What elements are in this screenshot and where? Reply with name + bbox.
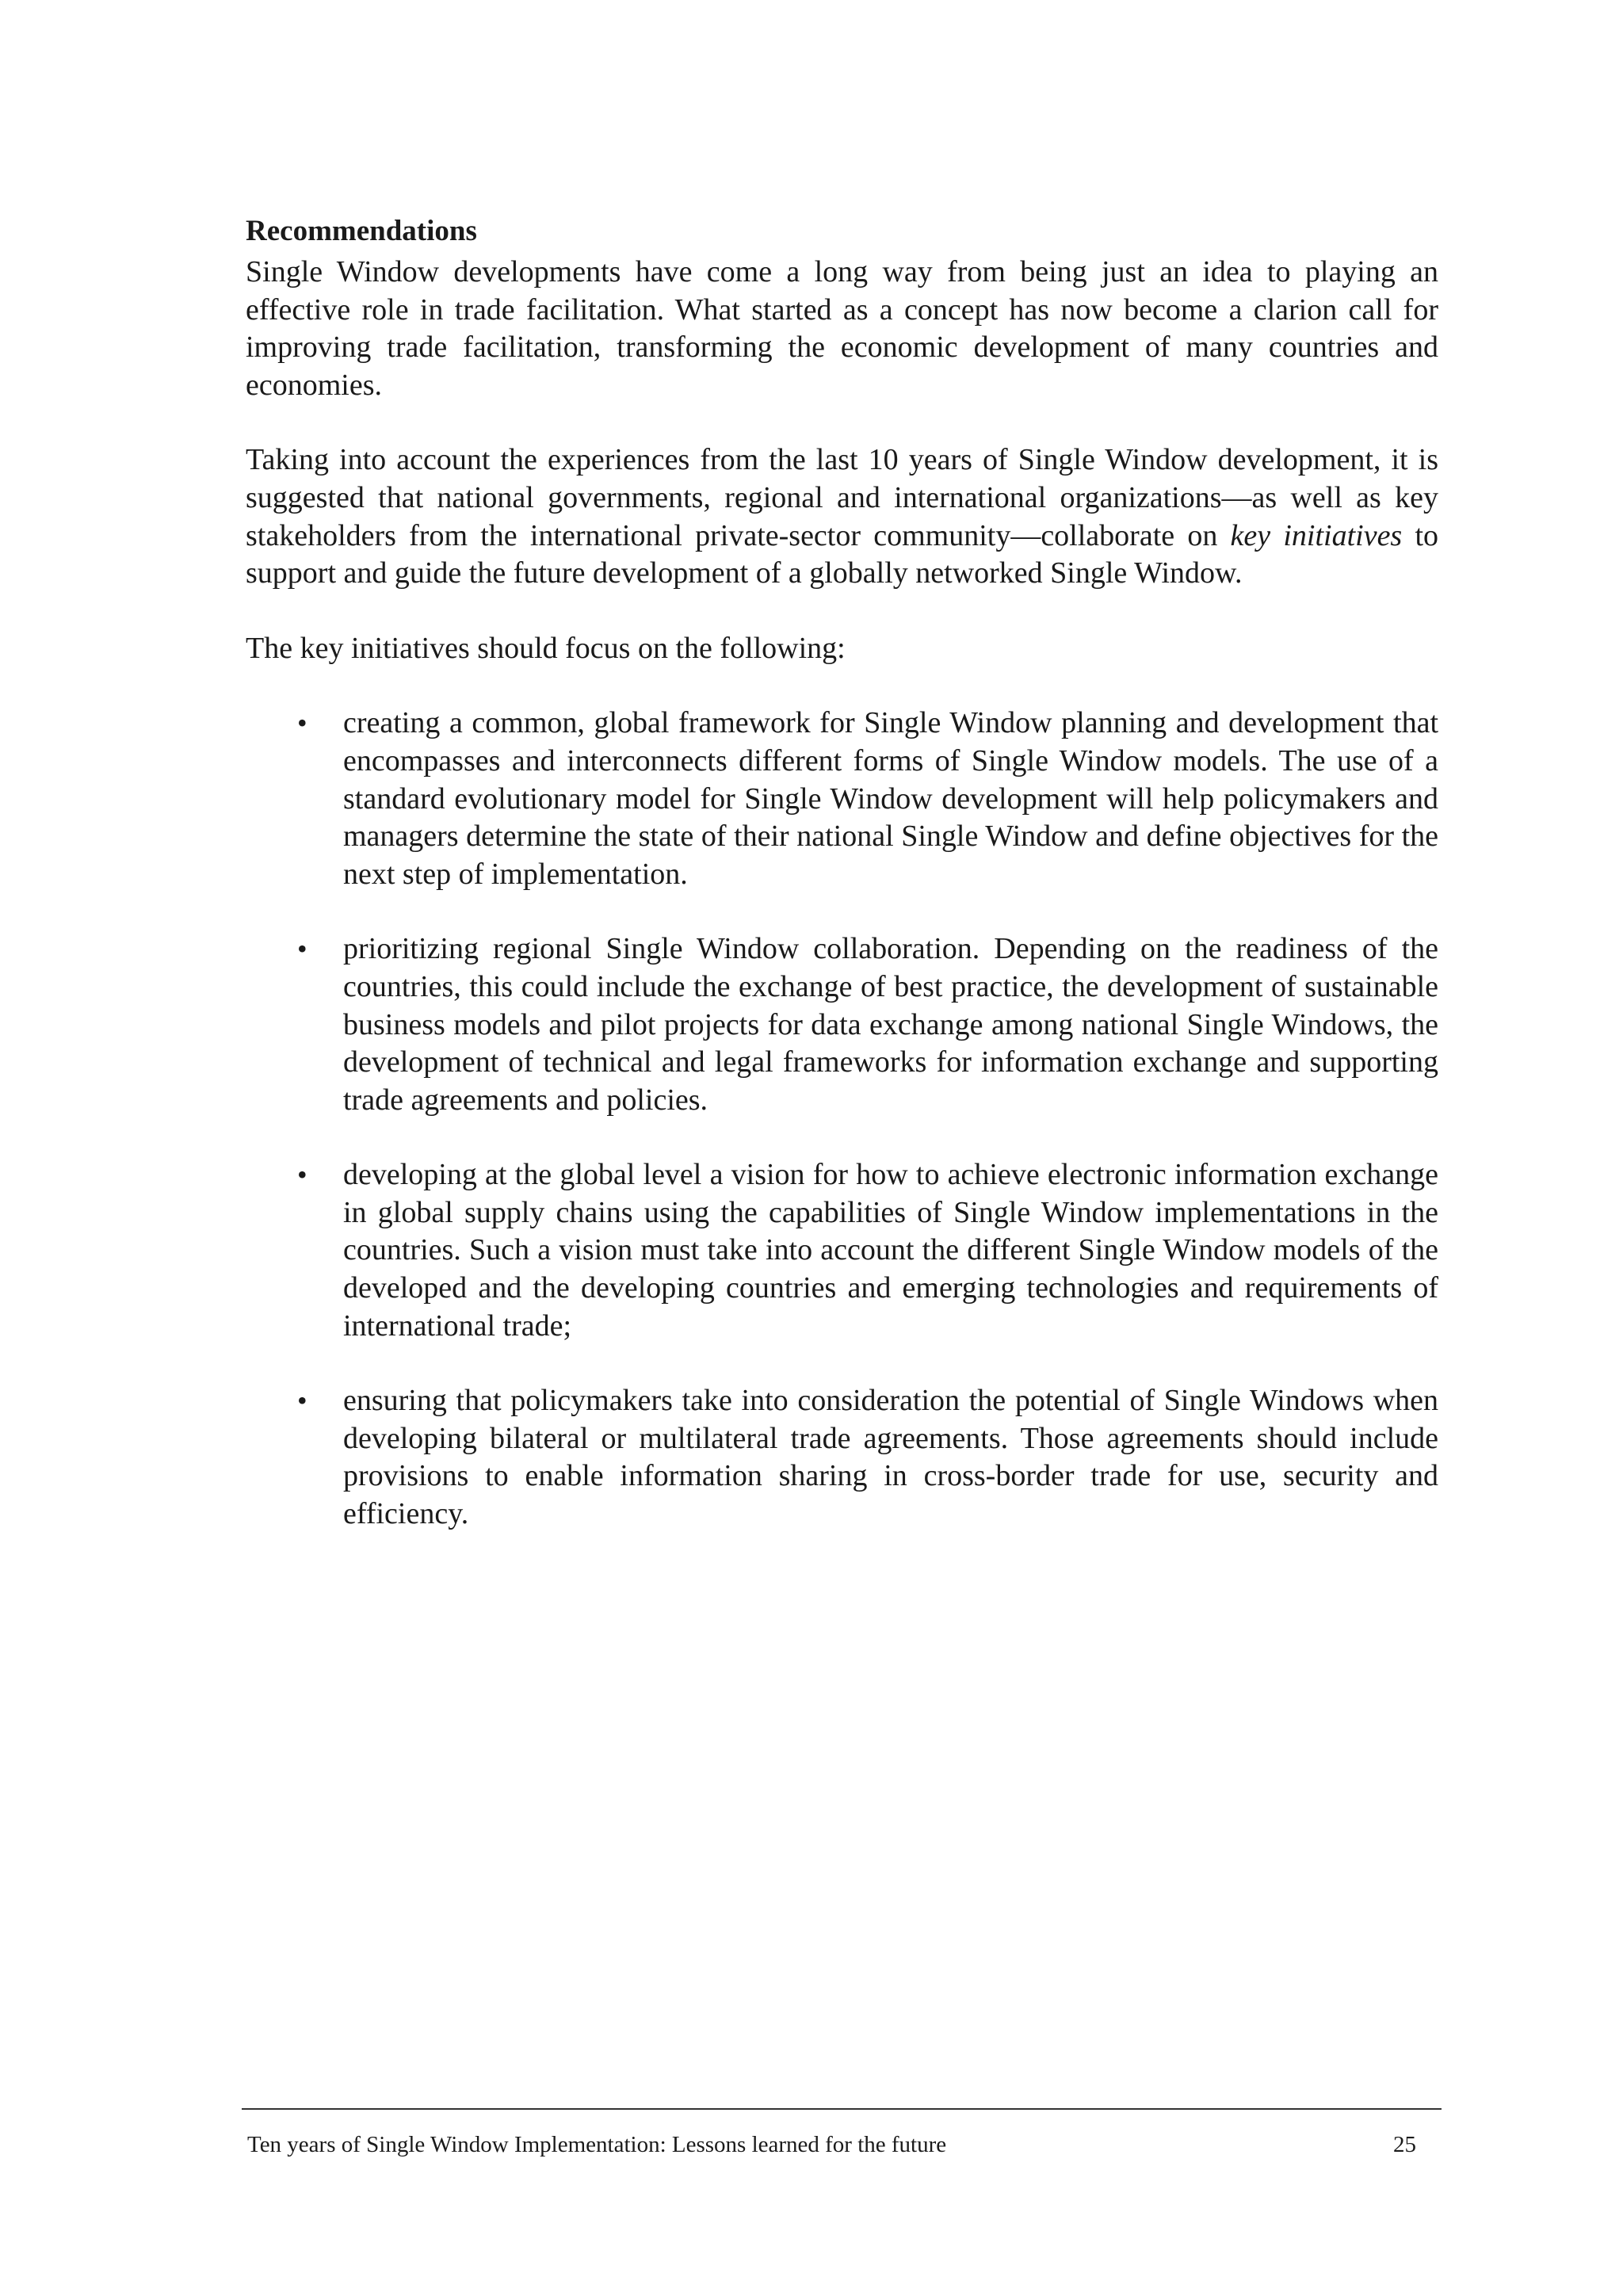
paragraph-2-emphasis: key initiatives: [1230, 518, 1403, 552]
paragraph-2-text-start: Taking into account the experiences from the last 10 years of Single Window development, it is suggested that national governments, regional and international organizations—as well as key stakeholders from the international private-sector community—collaborate on: [246, 443, 1438, 552]
list-item: [246, 930, 1438, 1119]
section-heading: Recommendations: [246, 215, 477, 247]
page-number: 25: [1393, 2132, 1416, 2157]
footer-divider: [242, 2108, 1442, 2110]
list-item-text: ensuring that policymakers take into consideration the potential of Single Windows when developing bilateral or multilateral trade agreements. Those agreements should include provisions to enable information sharing in cross-border trade for use, security and efficiency.: [343, 1384, 1438, 1531]
list-item: [246, 705, 1438, 893]
initiatives-list: [246, 705, 1438, 1533]
list-item-text: creating a common, global framework for Single Window planning and development that encompasses and interconnects different forms of Single Window models. The use of a standard evolutionary model for Single Window development will help policymakers and managers determine the state of their national Single Window and define objectives for the next step of implementation.: [343, 706, 1438, 891]
bullet-icon: •: [297, 707, 307, 739]
list-item: [246, 1382, 1438, 1533]
page-content: [246, 212, 1438, 1571]
list-item-text: prioritizing regional Single Window collaboration. Depending on the readiness of the countries, this could include the exchange of best practice, the development of sustainable business models and pilot projects for data exchange among national Single Windows, the development of technical and legal frameworks for information exchange and supporting trade agreements and policies.: [343, 932, 1438, 1117]
bullet-icon: •: [297, 1385, 307, 1417]
paragraph-1: Single Window developments have come a long way from being just an idea to playing an effective role in trade facilitation. What started as a concept has now become a clarion call for improving trade facilitation, transforming the economic development of many countries and economies.: [246, 255, 1438, 402]
list-item: [246, 1156, 1438, 1345]
list-intro: The key initiatives should focus on the following:: [246, 631, 846, 665]
footer-title: Ten years of Single Window Implementation: Lessons learned for the future: [247, 2132, 947, 2157]
paragraph-2-text-end: to support and guide the future development of a globally networked Single Window.: [246, 518, 1439, 590]
paragraph-2: [246, 441, 1438, 592]
bullet-icon: •: [297, 1159, 307, 1191]
bullet-icon: •: [297, 933, 307, 965]
list-item-text: developing at the global level a vision for how to achieve electronic information exchange in global supply chains using the capabilities of Single Window implementations in the countries. Such a vision must take into account the different Single Window models of the developed and the developing countries and emerging technologies and requirements of international trade;: [343, 1158, 1438, 1343]
